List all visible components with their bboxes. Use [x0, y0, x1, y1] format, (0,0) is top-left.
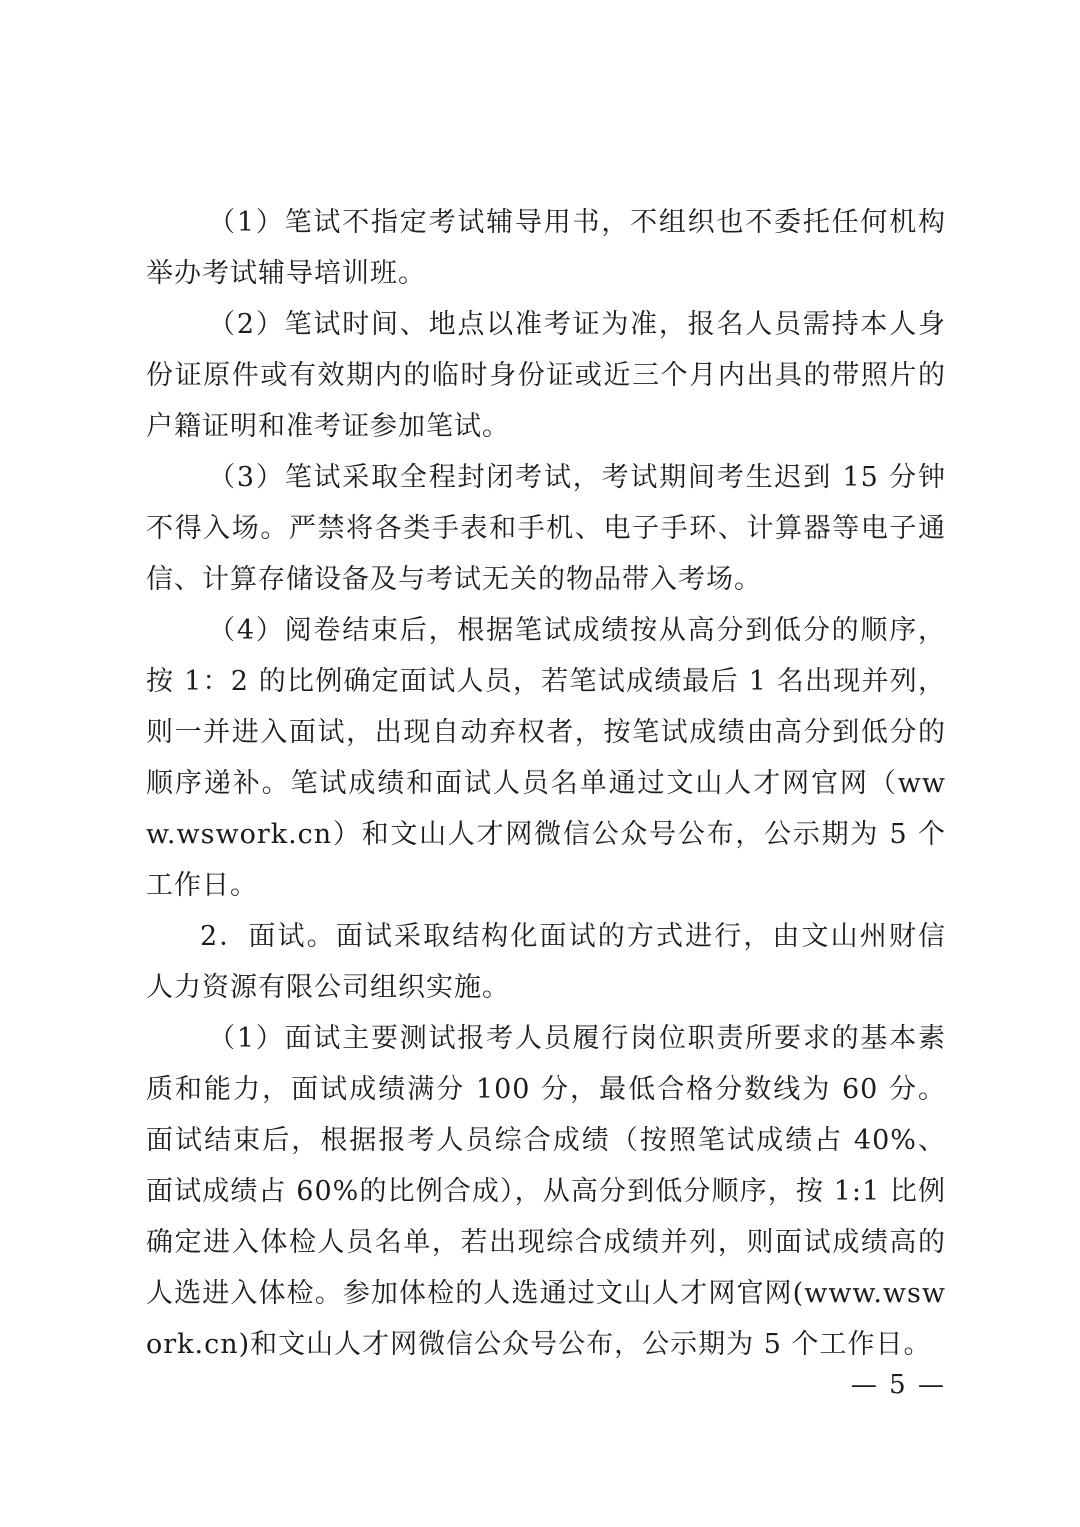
page-number: — 5 —: [850, 1370, 946, 1400]
paragraph-written-exam-no-tutoring: （1）笔试不指定考试辅导用书，不组织也不委托任何机构举办考试辅导培训班。: [146, 207, 946, 289]
paragraph-interview-heading: 2．面试。面试采取结构化面试的方式进行，由文山州财信人力资源有限公司组织实施。: [146, 921, 946, 1003]
document-body: [146, 197, 946, 1370]
paragraph-written-exam-ranking: （4）阅卷结束后，根据笔试成绩按从高分到低分的顺序，按 1：2 的比例确定面试人员，若笔试成绩最后 1 名出现并列，则一并进入面试，出现自动弃权者，按笔试成绩由高分到低分的顺序递补。笔试成绩和面试人员名单通过文山人才网官网（www.wswork.cn）和文山人才网微信公众号公布，公示期为 5 个工作日。: [146, 615, 946, 901]
paragraph-written-exam-time-place: （2）笔试时间、地点以准考证为准，报名人员需持本人身份证原件或有效期内的临时身份证或近三个月内出具的带照片的户籍证明和准考证参加笔试。: [146, 309, 946, 442]
paragraph-written-exam-closed: （3）笔试采取全程封闭考试，考试期间考生迟到 15 分钟不得入场。严禁将各类手表和手机、电子手环、计算器等电子通信、计算存储设备及与考试无关的物品带入考场。: [146, 462, 946, 595]
paragraph-interview-details: （1）面试主要测试报考人员履行岗位职责所要求的基本素质和能力，面试成绩满分 100 分，最低合格分数线为 60 分。面试结束后，根据报考人员综合成绩（按照笔试成绩占 40%、面试成绩占 60%的比例合成），从高分到低分顺序，按 1:1 比例确定进入体检人员名单，若出现综合成绩并列，则面试成绩高的人选进入体检。参加体检的人选通过文山人才网官网(www.wswork.cn)和文山人才网微信公众号公布，公示期为 5 个工作日。: [146, 1023, 946, 1360]
